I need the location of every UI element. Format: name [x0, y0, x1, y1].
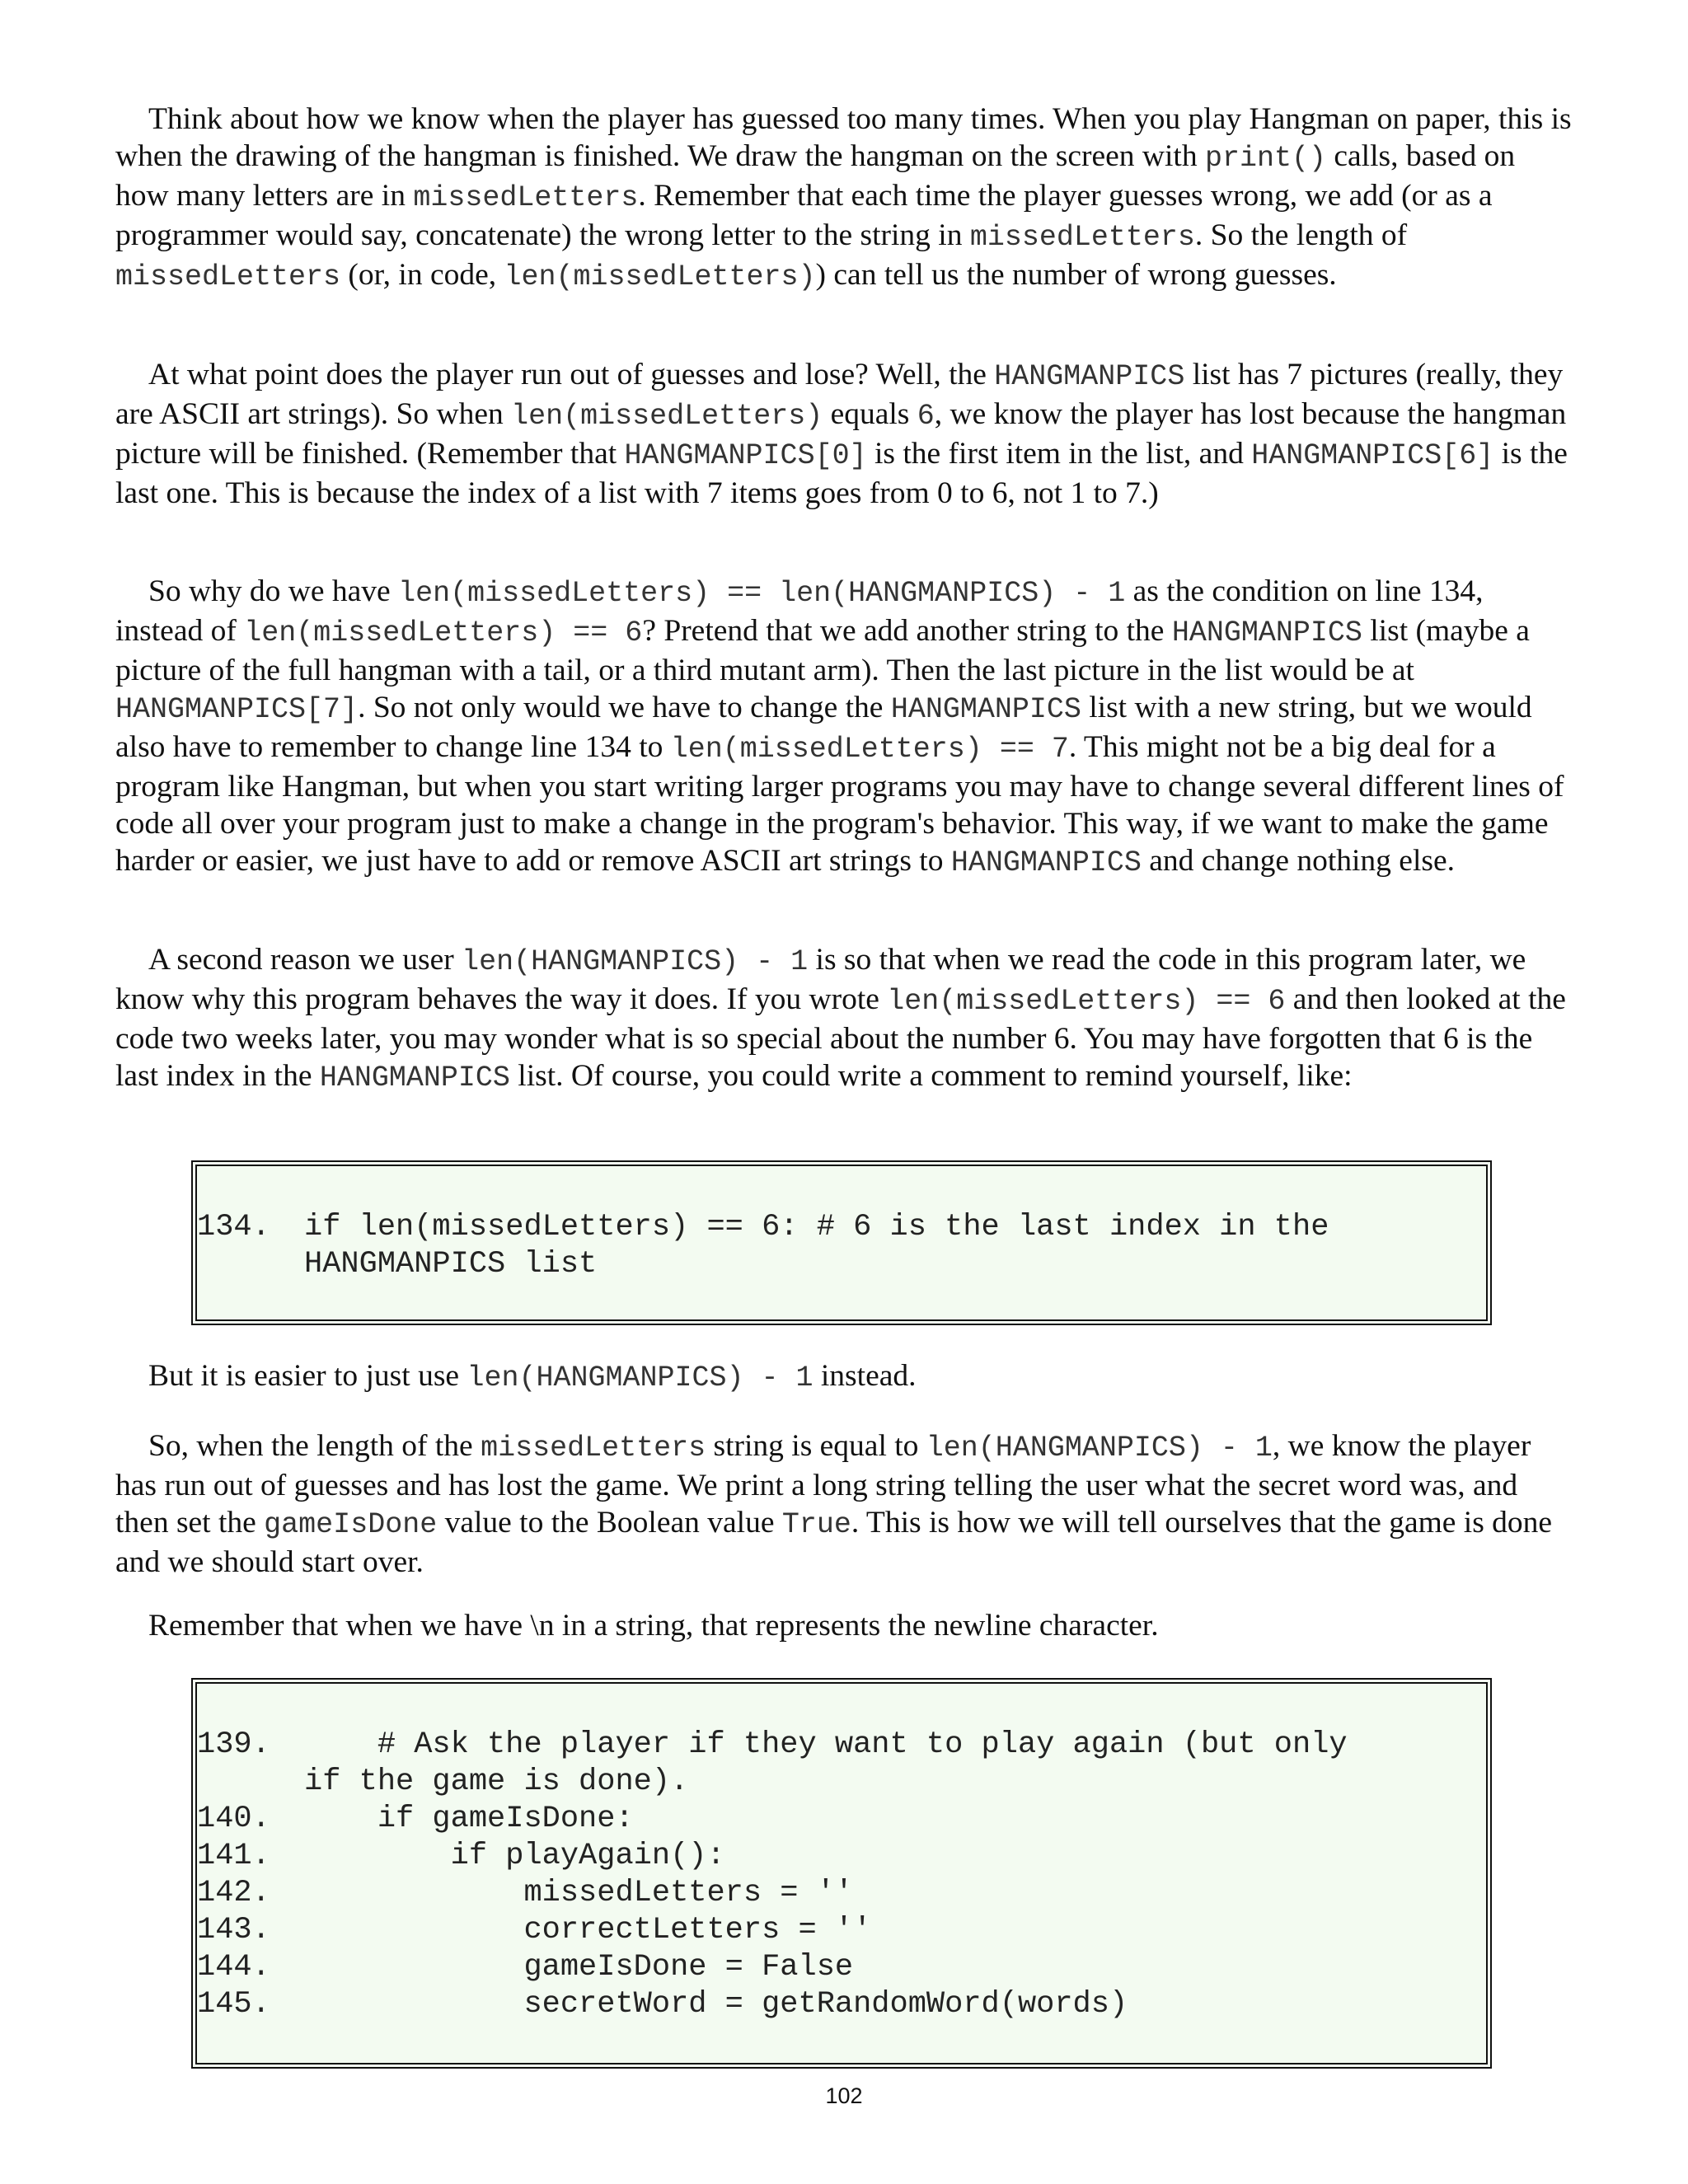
- text-run: . This might not be a big deal for a program like Hangman, but when you start writing larger programs you may have to change several different lines of code all over your program just to make a change in the program's behavior. This way, if we want to make the game harder or easier, we just have to add or remove ASCII art strings to: [115, 730, 1564, 878]
- inline-code: HANGMANPICS: [890, 693, 1081, 726]
- text-run: instead.: [813, 1359, 917, 1393]
- inline-code: len(HANGMANPICS) - 1: [926, 1432, 1273, 1465]
- text-run: string is equal to: [706, 1429, 926, 1463]
- inline-code: 6: [917, 400, 935, 433]
- inline-code: HANGMANPICS[7]: [115, 693, 359, 726]
- text-run: . This is how we will tell ourselves that the game is done and we should start over.: [115, 1506, 1553, 1579]
- inline-code: missedLetters: [115, 260, 341, 293]
- line-number: 134.: [197, 1210, 270, 1244]
- text-run: list has 7 pictures (really, they are ASCII art strings). So when: [115, 358, 1564, 431]
- text-run: list (maybe a picture of the full hangman with a tail, or a third mutant arm). Then the last picture in the list would be at: [115, 614, 1530, 687]
- text-run: (or, in code,: [340, 258, 504, 292]
- text-run: . So the length of: [1194, 218, 1408, 252]
- inline-code: missedLetters: [413, 181, 639, 214]
- inline-code: True: [781, 1508, 851, 1541]
- text-run: as the condition on line 134, instead of: [115, 574, 1484, 648]
- inline-code: len(missedLetters): [511, 400, 823, 433]
- code-text: secretWord = getRandomWord(words): [304, 1987, 1128, 2022]
- inline-code: HANGMANPICS: [994, 360, 1185, 393]
- text-run: Remember that when we have \n in a string, that represents the newline character.: [148, 1609, 1159, 1643]
- inline-code: len(missedLetters) == 6: [244, 616, 643, 649]
- text-run: Think about how we know when the player has guessed too many times. When you play Hangman on paper, this is when the drawing of the hangman is finished. We draw the hangman on the screen with: [115, 102, 1572, 173]
- text-run: and then looked at the code two weeks later, you may wonder what is so special about the number 6. You may have forgotten that 6 is the last index in the: [115, 982, 1566, 1093]
- paragraph-1: [115, 101, 1574, 296]
- paragraph-4: [115, 941, 1574, 1097]
- line-number: 142.: [197, 1876, 270, 1910]
- inline-code: len(HANGMANPICS) - 1: [467, 1361, 814, 1394]
- code-text: missedLetters = '': [304, 1876, 854, 1910]
- text-run: ? Pretend that we add another string to the: [642, 614, 1172, 648]
- text-run: is the first item in the list, and: [866, 437, 1252, 471]
- inline-code: len(missedLetters) == 6: [887, 985, 1286, 1018]
- text-run: So, when the length of the: [148, 1429, 481, 1463]
- text-run: ) can tell us the number of wrong guesses.: [815, 258, 1337, 292]
- inline-code: len(HANGMANPICS) - 1: [462, 945, 809, 978]
- inline-code: HANGMANPICS[6]: [1251, 439, 1494, 472]
- inline-code: print(): [1204, 142, 1326, 175]
- text-run: and change nothing else.: [1141, 844, 1455, 878]
- inline-code: HANGMANPICS: [319, 1062, 510, 1094]
- text-run: At what point does the player run out of guesses and lose? Well, the: [148, 358, 995, 391]
- text-run: , we know the player has lost because the hangman picture will be finished. (Remember that: [115, 397, 1567, 471]
- text-run: So why do we have: [148, 574, 399, 608]
- code-text: if len(missedLetters) == 6: # 6 is the last index in the: [304, 1210, 1329, 1244]
- paragraph-2: [115, 356, 1574, 512]
- line-number: 143.: [197, 1913, 270, 1947]
- inline-code: HANGMANPICS: [950, 846, 1142, 879]
- text-run: But it is easier to just use: [148, 1359, 467, 1393]
- code-text: gameIsDone = False: [304, 1950, 854, 1985]
- paragraph-3: [115, 573, 1574, 882]
- code-block-comment-example: [191, 1160, 1492, 1325]
- text-run: calls, based on how many letters are in: [115, 139, 1516, 213]
- code-text: correctLetters = '': [304, 1913, 872, 1947]
- inline-code: len(missedLetters) == len(HANGMANPICS) - 1: [398, 577, 1126, 610]
- line-number: 139.: [197, 1727, 270, 1762]
- text-run: is so that when we read the code in this program later, we know why this program behaves the way it does. If you wrote: [115, 943, 1526, 1016]
- text-run: A second reason we user: [148, 943, 462, 977]
- inline-code: len(missedLetters) == 7: [670, 733, 1069, 766]
- text-run: equals: [823, 397, 917, 431]
- inline-code: HANGMANPICS[0]: [624, 439, 867, 472]
- inline-code: missedLetters: [969, 221, 1195, 254]
- text-run: . So not only would we have to change the: [358, 691, 891, 724]
- text-run: list. Of course, you could write a comment to remind yourself, like:: [509, 1059, 1353, 1093]
- text-run: . Remember that each time the player guesses wrong, we add (or as a programmer would say, concatenate) the wrong letter to the string in: [115, 179, 1493, 252]
- text-run: value to the Boolean value: [437, 1506, 782, 1540]
- line-number: 144.: [197, 1950, 270, 1985]
- code-text: if gameIsDone:: [304, 1802, 634, 1836]
- code-text: if playAgain():: [304, 1839, 725, 1873]
- code-text: if the game is done).: [304, 1765, 689, 1799]
- inline-code: gameIsDone: [264, 1508, 438, 1541]
- line-number: 141.: [197, 1839, 270, 1873]
- line-number: 145.: [197, 1987, 270, 2022]
- page-number: 102: [825, 2083, 863, 2108]
- inline-code: HANGMANPICS: [1171, 616, 1362, 649]
- code-text: HANGMANPICS list: [304, 1247, 598, 1282]
- text-run: , we know the player has run out of guesses and has lost the game. We print a long string telling the user what the secret word was, and then set the: [115, 1429, 1531, 1540]
- line-number: 140.: [197, 1802, 270, 1836]
- code-block-play-again: [191, 1678, 1492, 2069]
- paragraph-7: [115, 1607, 1574, 1644]
- paragraph-6: [115, 1427, 1574, 1581]
- text-run: is the last one. This is because the index of a list with 7 items goes from 0 to 6, not 1 to 7.): [115, 437, 1568, 510]
- inline-code: len(missedLetters): [504, 260, 816, 293]
- code-text: # Ask the player if they want to play again (but only: [304, 1727, 1348, 1762]
- text-run: list with a new string, but we would also have to remember to change line 134 to: [115, 691, 1532, 764]
- inline-code: missedLetters: [481, 1432, 706, 1465]
- paragraph-5: [115, 1357, 1574, 1397]
